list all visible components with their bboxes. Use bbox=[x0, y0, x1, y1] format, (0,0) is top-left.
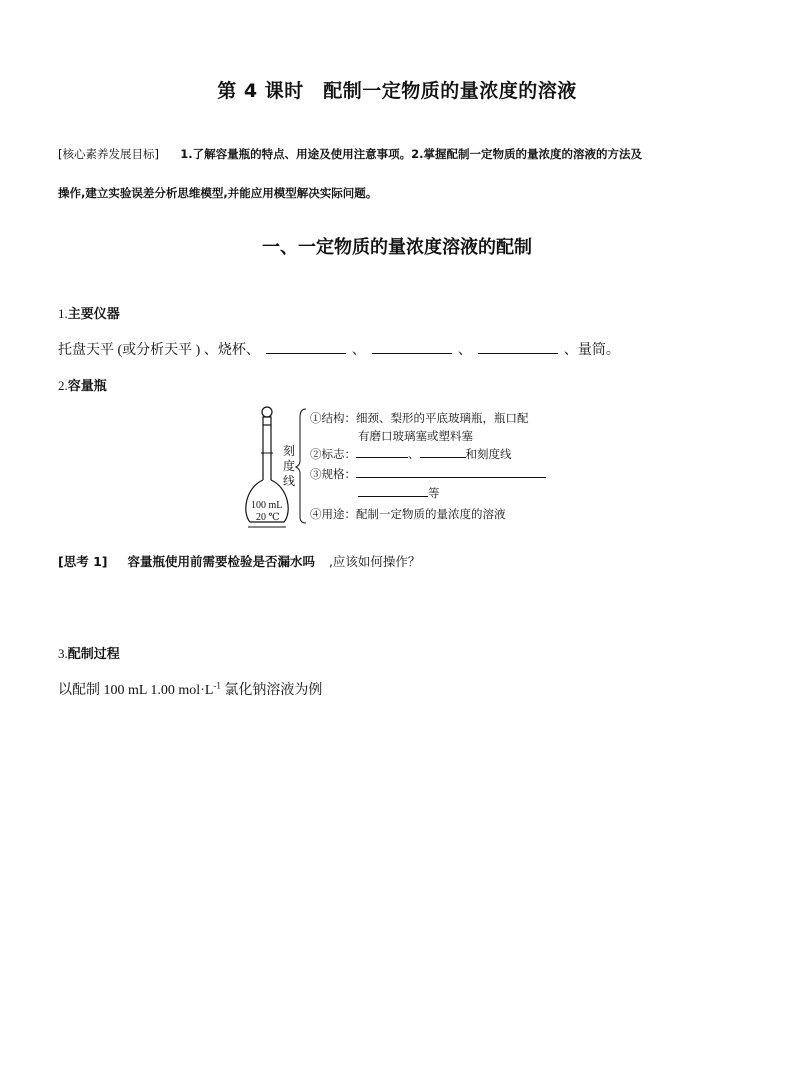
separator: 、 bbox=[457, 343, 472, 358]
marks-line bbox=[310, 446, 512, 462]
scale-char: 线 bbox=[283, 474, 296, 488]
spec-suffix: 等 bbox=[428, 488, 440, 500]
spec-blank-2[interactable] bbox=[358, 486, 428, 497]
heading-volumetric-flask bbox=[58, 375, 107, 394]
instruments-start: 托盘天平 (或分析天平 ) 、烧杯、 bbox=[58, 343, 260, 358]
separator: 、 bbox=[408, 449, 420, 461]
blank-2[interactable] bbox=[372, 341, 452, 354]
marks-suffix: 和刻度线 bbox=[465, 449, 512, 461]
flask-temp-label: 20 ℃ bbox=[256, 512, 280, 523]
instruments-end: 、量筒。 bbox=[563, 343, 620, 358]
heading-number: 2. bbox=[58, 378, 68, 393]
scale-char: 刻 bbox=[283, 444, 296, 458]
marks-blank-2[interactable] bbox=[420, 447, 466, 458]
think-question-tail: ,应该如何操作？ bbox=[328, 554, 421, 569]
think-question-1 bbox=[58, 552, 420, 570]
example-prefix: 以配制 100 mL 1.00 mol·L bbox=[58, 683, 214, 698]
heading-text: 配制过程 bbox=[67, 647, 120, 662]
flask-volume-label: 100 mL bbox=[251, 500, 283, 511]
think-question-text: 容量瓶使用前需要检验是否漏水吗 bbox=[127, 554, 315, 569]
scale-line-label bbox=[283, 444, 295, 489]
objectives-line-2 bbox=[58, 185, 377, 201]
page-title: 第 4 课时 配制一定物质的量浓度的溶液 bbox=[217, 80, 577, 102]
objectives-tag: [核心素养发展目标] bbox=[58, 147, 159, 161]
marks-prefix: ②标志： bbox=[310, 449, 356, 461]
example-line bbox=[58, 679, 322, 699]
heading-number: 3. bbox=[58, 646, 68, 661]
blank-1[interactable] bbox=[266, 341, 346, 354]
heading-text: 主要仪器 bbox=[67, 307, 120, 322]
spec-prefix: ③规格： bbox=[310, 469, 356, 481]
spec-blank-1[interactable] bbox=[356, 467, 546, 478]
usage-line: ④用途：配制一定物质的量浓度的溶液 bbox=[310, 509, 506, 521]
spec-line-2 bbox=[358, 485, 440, 501]
structure-line-1: ①结构：细颈、梨形的平底玻璃瓶，瓶口配 bbox=[310, 413, 529, 425]
objectives-text-1: 1.了解容量瓶的特点、用途及使用注意事项。2.掌握配制一定物质的量浓度的溶液的方法及 bbox=[180, 147, 643, 161]
marks-blank-1[interactable] bbox=[356, 447, 408, 458]
example-suffix: 氯化钠溶液为例 bbox=[220, 683, 323, 698]
blank-3[interactable] bbox=[478, 341, 558, 354]
objectives-line-1 bbox=[58, 146, 642, 162]
heading-preparation-process bbox=[58, 643, 120, 662]
section-title: 一、一定物质的量浓度溶液的配制 bbox=[262, 237, 532, 258]
spec-line-1 bbox=[310, 466, 546, 482]
scale-char: 度 bbox=[283, 459, 296, 473]
objectives-text-2: 操作,建立实验误差分析思维模型,并能应用模型解决实际问题。 bbox=[58, 186, 378, 200]
instruments-line bbox=[58, 339, 620, 359]
separator: 、 bbox=[351, 343, 366, 358]
heading-text: 容量瓶 bbox=[67, 379, 107, 394]
think-tag: [思考 1] bbox=[58, 554, 108, 569]
heading-instruments bbox=[58, 303, 120, 322]
structure-line-2: 有磨口玻璃塞或塑料塞 bbox=[358, 431, 473, 443]
volumetric-flask-figure bbox=[240, 405, 560, 530]
heading-number: 1. bbox=[58, 306, 68, 321]
example-superscript: -1 bbox=[213, 680, 221, 691]
